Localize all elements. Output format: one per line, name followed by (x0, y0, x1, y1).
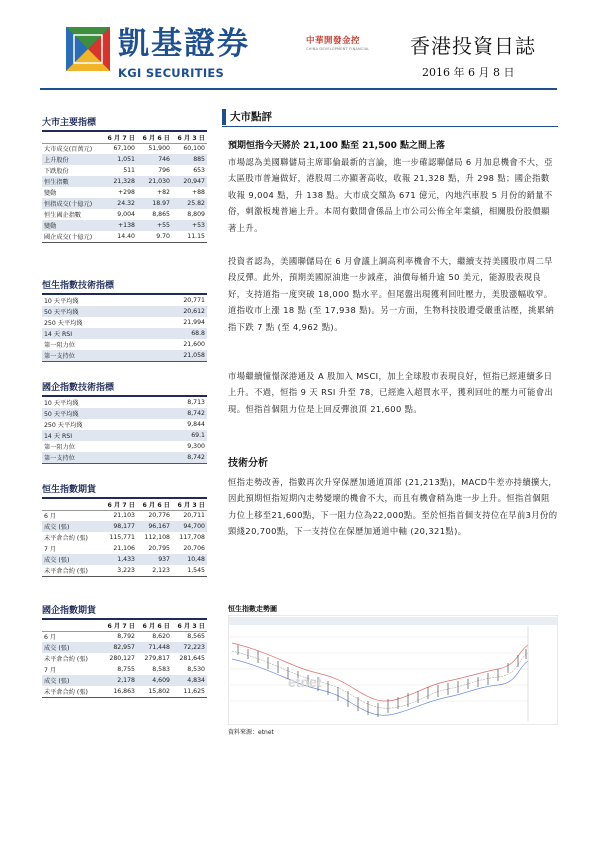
cell-value: 8,755 (117, 666, 135, 673)
row-label: 變動 (42, 220, 102, 231)
cell-value: 280,127 (109, 655, 135, 662)
cell-value: 796 (158, 167, 170, 174)
cell-value: 16,863 (113, 688, 135, 695)
chart-watermark: etnet (288, 674, 322, 690)
table-row (42, 521, 207, 532)
cell-value: 279,817 (144, 655, 170, 662)
commentary-paragraph: 市場繼續憧憬深港通及 A 股加入 MSCI，加上全球股市表現良好，恒指已經連續多日上升。不過，恒指 9 天 RSI 升至 78，已經進入超買水平，獲利回吐的壓力可能會出現。恒指首個阻力位是上回反彈浪頂 21,600 點。 (228, 371, 554, 414)
table-row (42, 165, 207, 176)
kgi-logo-icon (66, 27, 110, 71)
cell-value: 115,771 (109, 534, 135, 541)
hscei-futures-table (42, 620, 207, 697)
row-label: 10 天平均綫 (44, 298, 79, 305)
partner-logo (306, 34, 369, 51)
cell-value: 21,106 (113, 545, 135, 552)
row-label: 6 月 (44, 634, 57, 642)
column-header: 6 月 6 日 (137, 499, 172, 510)
cell-value: +53 (172, 220, 207, 231)
row-label: 7 月 (44, 667, 57, 674)
cell-value: 20,711 (183, 512, 205, 520)
cell-value: 18.97 (137, 198, 172, 209)
cell-value: 20,771 (183, 297, 205, 304)
cell-value: 51,900 (148, 145, 170, 153)
market-indicators-section (42, 115, 207, 243)
table-header-row (42, 620, 207, 631)
cell-value: 82,957 (102, 642, 137, 653)
commentary-rule (222, 126, 558, 127)
market-indicators-table (42, 132, 207, 242)
table-row (42, 543, 207, 554)
row-label: 250 天平均綫 (44, 320, 83, 327)
table-row (42, 339, 207, 350)
row-label: 國企成交(十億元) (44, 234, 93, 241)
hscei-technical-section (42, 380, 207, 464)
cell-value: +82 (156, 189, 170, 196)
report-date: 2016 年 6 月 8 日 (422, 66, 515, 79)
column-header: 6 月 6 日 (137, 132, 172, 143)
table-row (42, 419, 207, 430)
chart-source: 資料來源：etnet (228, 729, 274, 736)
cell-value: 2,123 (152, 567, 170, 574)
table-row (42, 143, 207, 154)
cell-value: 14.40 (117, 233, 135, 240)
row-label: 成交 (張) (42, 554, 102, 565)
row-label: 恒生國企指數 (44, 212, 82, 219)
technical-analysis-paragraph: 恒指走勢改善，指數再次升穿保歷加通道頂部 (21,213點)，MACD牛差亦持續擴大，因此預期恒指短期內走勢變壞的機會不大，而且有機會稍為進一步上升。恒指首個阻力位上移至21,600點，下一阻力位為22,000點。至於恒指首個支持位在早前3月份的頸綫20,700點，下一支持位在保歷加通道中軸 (20,321點)。 (228, 477, 558, 537)
cell-value: 4,834 (172, 675, 207, 686)
column-header: 6 月 7 日 (102, 499, 137, 510)
partner-name-en: CHINA DEVELOPMENT FINANCIAL (306, 47, 370, 51)
cell-value: 68.8 (145, 328, 207, 339)
column-header: 6 月 3 日 (172, 132, 207, 143)
cell-value: 21,103 (113, 512, 135, 520)
table-row (42, 306, 207, 317)
table-row (42, 220, 207, 231)
cell-value: 1,051 (102, 154, 137, 165)
row-label: 未平倉合約 (張) (44, 535, 88, 542)
row-label: 250 天平均綫 (44, 422, 83, 429)
cell-value: 21,994 (183, 319, 205, 326)
table-row (42, 176, 207, 187)
table-row (42, 295, 207, 306)
report-title: 香港投資日誌 (410, 34, 536, 58)
cell-value: 8,809 (187, 211, 205, 218)
table-row (42, 510, 207, 521)
cell-value: 8,583 (152, 666, 170, 673)
table-row (42, 187, 207, 198)
column-header (42, 499, 102, 510)
table-row (42, 209, 207, 220)
chart-title: 恒生指數走勢圖 (228, 605, 277, 613)
row-label: 14 天 RSI (42, 328, 145, 339)
cell-value: 885 (172, 154, 207, 165)
row-label: 第一阻力位 (44, 342, 75, 349)
cell-value: 8,742 (151, 452, 207, 463)
cell-value: 24.32 (102, 198, 137, 209)
cell-value: 96,167 (137, 521, 172, 532)
hsi-futures-table-wrap (42, 499, 207, 577)
table-row (42, 653, 207, 664)
table-row (42, 441, 207, 452)
row-label: 變動 (44, 190, 57, 197)
row-label: 未平倉合約 (張) (44, 689, 88, 696)
row-label: 恒指成交(十億元) (42, 198, 102, 209)
commentary-section-label: 大市點評 (222, 109, 282, 125)
row-label: 大市成交(百萬元) (44, 146, 93, 154)
market-indicators-table-wrap (42, 132, 207, 243)
hscei-technical-table (42, 397, 207, 463)
cell-value: 8,713 (187, 399, 205, 406)
table-row (42, 231, 207, 242)
hsi-trend-chart-image (228, 615, 558, 725)
table-header-row (42, 132, 207, 143)
cell-value: 8,792 (117, 633, 135, 641)
row-label: 第一阻力位 (44, 444, 75, 451)
row-label: 恒生指數 (42, 176, 102, 187)
row-label: 6 月 (44, 513, 57, 521)
row-label: 未平倉合約 (張) (44, 656, 88, 663)
table-row (42, 532, 207, 543)
table-row (42, 675, 207, 686)
cell-value: 15,802 (148, 688, 170, 695)
cell-value: 8,565 (187, 633, 205, 641)
table-row (42, 328, 207, 339)
cell-value: 8,865 (152, 211, 170, 218)
cell-value: 112,108 (144, 534, 170, 541)
cell-value: 60,100 (183, 145, 205, 153)
cell-value: 20,947 (172, 176, 207, 187)
row-label: 成交 (張) (42, 675, 102, 686)
cell-value: +298 (118, 189, 135, 196)
cell-value: 3,223 (117, 567, 135, 574)
row-label: 未平倉合約 (張) (44, 568, 88, 575)
hsi-technical-table-wrap (42, 295, 207, 362)
cell-value: 67,100 (113, 145, 135, 153)
cell-value: 21,328 (102, 176, 137, 187)
cell-value: 69.1 (151, 430, 207, 441)
cell-value: 937 (137, 554, 172, 565)
cell-value: 4,609 (137, 675, 172, 686)
row-label: 第一支持位 (42, 452, 151, 463)
hscei-futures-table-wrap (42, 620, 207, 698)
cell-value: 20,706 (183, 545, 205, 552)
cell-value: 10,48 (172, 554, 207, 565)
column-header: 6 月 6 日 (137, 620, 172, 631)
cell-value: 1,433 (102, 554, 137, 565)
hsi-technical-table (42, 295, 207, 361)
table-row (42, 631, 207, 642)
column-header (42, 620, 102, 631)
row-label: 成交 (張) (42, 521, 102, 532)
technical-analysis-title: 技術分析 (228, 458, 268, 469)
hscei-technical-table-wrap (42, 397, 207, 464)
table-row (42, 397, 207, 408)
column-header: 6 月 7 日 (102, 620, 137, 631)
column-header (42, 132, 102, 143)
commentary-headline: 預期恒指今天將於 21,100 點至 21,500 點之間上落 (228, 141, 445, 151)
table-row (42, 664, 207, 675)
row-label: 第一支持位 (42, 350, 145, 361)
cell-value: 21,600 (183, 341, 205, 348)
cell-value: 281,645 (179, 655, 205, 662)
row-label: 50 天平均綫 (42, 408, 151, 419)
cell-value: 653 (193, 167, 205, 174)
table-header-row (42, 499, 207, 510)
cell-value: 1,545 (187, 567, 205, 574)
hscei-technical-title: 國企指數技術指標 (42, 383, 115, 393)
cell-value: 21,058 (145, 350, 207, 361)
table-row (42, 154, 207, 165)
cell-value: 21,030 (137, 176, 172, 187)
hsi-futures-table (42, 499, 207, 576)
cell-value: 25.82 (172, 198, 207, 209)
row-label: 50 天平均綫 (42, 306, 145, 317)
cell-value: 20,612 (145, 306, 207, 317)
brand-name-cn: 凱基證券 (118, 26, 250, 62)
cell-value: 94,700 (172, 521, 207, 532)
cell-value: 72,223 (172, 642, 207, 653)
table-row (42, 198, 207, 209)
hsi-technical-section (42, 278, 207, 362)
hscei-futures-title: 國企指數期貨 (42, 606, 97, 616)
row-label: 成交 (張) (42, 642, 102, 653)
cell-value: 20,795 (148, 545, 170, 552)
row-label: 下跌股份 (44, 168, 69, 175)
brand-name-en: KGI SECURITIES (118, 66, 225, 80)
row-label: 7 月 (44, 546, 57, 553)
cell-value: 11,625 (183, 688, 205, 695)
cell-value: 9,300 (187, 443, 205, 450)
cell-value: 71,448 (137, 642, 172, 653)
cell-value: 8,530 (187, 666, 205, 673)
cell-value: +138 (102, 220, 137, 231)
table-row (42, 554, 207, 565)
row-label: 10 天平均綫 (44, 400, 79, 407)
cell-value: +55 (137, 220, 172, 231)
cell-value: 511 (123, 167, 135, 174)
commentary-paragraph: 投資者認為，美國聯儲局在 6 月會議上調高利率機會不大，繼續支持美國股市周二早段反彈。此外，預期美國原油進一步減產，油價每桶升逾 50 美元，能源股表現良好，支持道指一度突破 18,000 點水平。但尾盤出現獲利回吐壓力，美股漲幅收窄。道指收市上漲 18 點 (至 17,938 點)。另一方面，生物科技股遭受嚴重沽壓，挑累納指下跌 7 點 (至 4,962 點)。 (228, 256, 555, 332)
cell-value: 117,708 (179, 534, 205, 541)
cell-value: 8,620 (152, 633, 170, 641)
table-row (42, 565, 207, 576)
hsi-futures-title: 恒生指數期貨 (42, 485, 97, 495)
column-header: 6 月 3 日 (172, 499, 207, 510)
row-label: 14 天 RSI (42, 430, 151, 441)
column-header: 6 月 7 日 (102, 132, 137, 143)
cell-value: 746 (137, 154, 172, 165)
cell-value: 9.70 (156, 233, 170, 240)
cell-value: +88 (191, 189, 205, 196)
cell-value: 8,742 (151, 408, 207, 419)
hscei-futures-section (42, 603, 207, 698)
table-row (42, 452, 207, 463)
table-row (42, 408, 207, 419)
table-row (42, 642, 207, 653)
row-label: 上升股份 (42, 154, 102, 165)
cell-value: 20,776 (148, 512, 170, 520)
table-row (42, 317, 207, 328)
hsi-futures-section (42, 482, 207, 577)
cell-value: 11.15 (187, 233, 205, 240)
cell-value: 9,844 (187, 421, 205, 428)
header-divider (40, 88, 557, 90)
table-row (42, 686, 207, 697)
table-row (42, 350, 207, 361)
cell-value: 9,004 (117, 211, 135, 218)
cell-value: 98,177 (102, 521, 137, 532)
table-row (42, 430, 207, 441)
hsi-technical-title: 恒生指數技術指標 (42, 281, 115, 291)
market-indicators-title: 大市主要指標 (42, 118, 97, 128)
cell-value: 2,178 (102, 675, 137, 686)
commentary-paragraph: 市場認為美國聯儲局主席耶倫最新的言論，進一步確認聯儲局 6 月加息機會不大，亞太區股市普遍做好，港股周二亦顯著高收，收報 21,328 點，升 298 點；國企指數收報 9,004 點，升 138 點。大市成交額為 671 億元，內地汽車股 5 月份的銷量不俗，刺激板塊普遍上升。本周有數間會係品上市公司公佈全年業績，相關股份股價顯著上升。 (228, 157, 553, 233)
partner-name-cn: 中華開發金控 (306, 36, 361, 46)
column-header: 6 月 3 日 (172, 620, 207, 631)
